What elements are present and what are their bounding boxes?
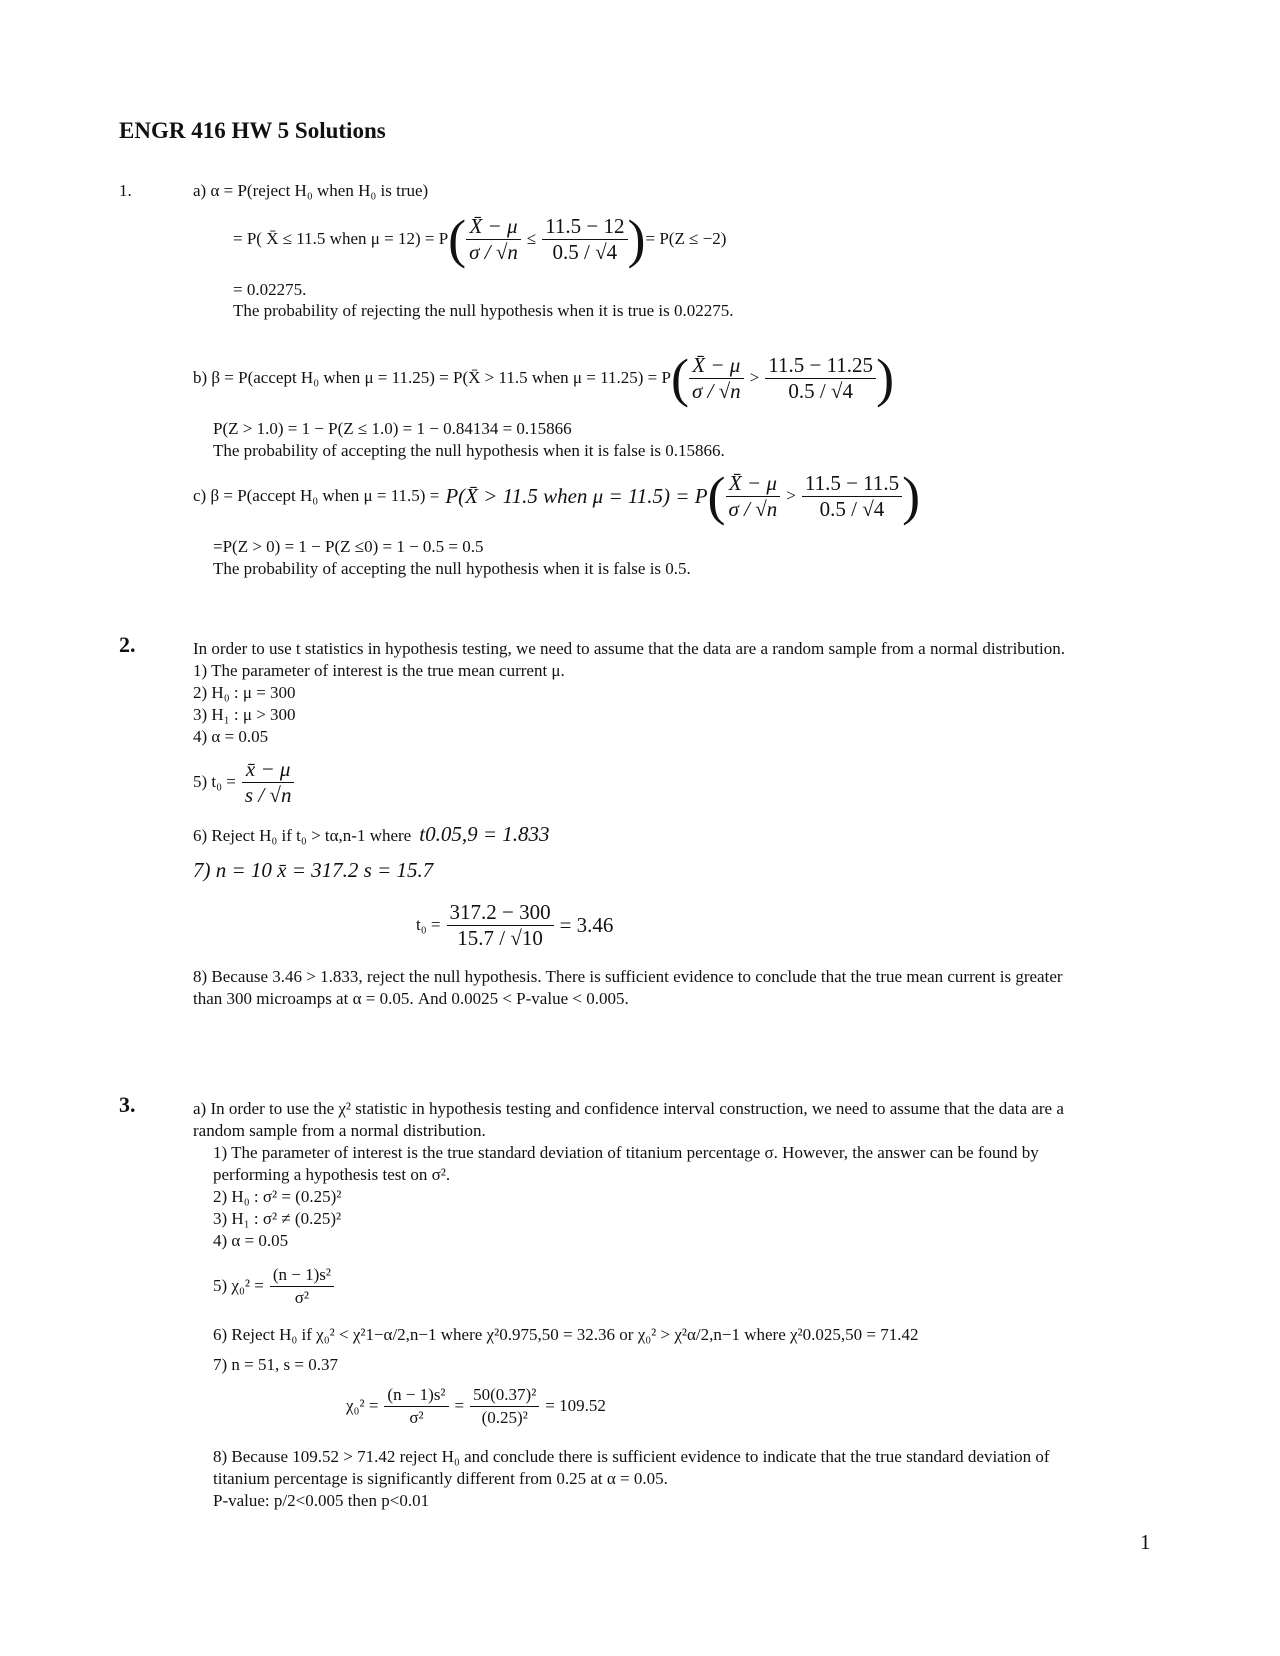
q1b-equation: [193, 344, 894, 412]
q1b-conclusion: The probability of accepting the null hypothesis when it is false is 0.15866.: [213, 441, 725, 460]
q1a-definition: a) α = P(reject H₀ when H₀ is true): [193, 181, 429, 200]
q3-calc-den1: σ²: [409, 1407, 424, 1427]
q1a-frac1-den: σ / √n: [469, 239, 518, 264]
q3-calc-frac1: [384, 1384, 448, 1428]
q1c-conclusion: The probability of accepting the null hypothesis when it is false is 0.5.: [213, 559, 691, 578]
q1a-left-paren: (: [448, 209, 467, 269]
q3-calc-result: = 109.52: [545, 1396, 606, 1416]
q2-step6: [193, 822, 550, 847]
q1b-frac2-num: 11.5 − 11.25: [765, 353, 876, 379]
q2-step4: 4) α = 0.05: [193, 727, 269, 746]
q1c-frac1: [726, 471, 781, 522]
q3-step1-line2: performing a hypothesis test on σ².: [213, 1165, 451, 1184]
q2-test-statistic: [416, 890, 613, 960]
q1-number: 1.: [119, 181, 132, 200]
q1b-frac1: [689, 353, 744, 404]
q3-step8-line2: titanium percentage is significantly different from 0.25 at α = 0.05.: [213, 1469, 668, 1488]
q2-t0-result: = 3.46: [559, 912, 614, 937]
q3-step5: [213, 1258, 334, 1314]
q1b-left-paren: (: [670, 348, 689, 408]
q1b-right-paren: ): [876, 348, 895, 408]
q2-intro: In order to use t statistics in hypothesis testing, we need to assume that the data are a random sample from a normal distribution.: [193, 639, 1065, 658]
page-number: 1: [1140, 1530, 1151, 1554]
q1a-frac2: [542, 214, 627, 265]
q1c-right-paren: ): [902, 466, 921, 526]
q2-step6-critical: t0.05,9 = 1.833: [419, 822, 550, 846]
q3-step4: 4) α = 0.05: [213, 1231, 289, 1250]
q1a-frac2-num: 11.5 − 12: [542, 214, 627, 240]
q1a-frac1-num: X̄ − μ: [466, 214, 521, 240]
q2-t0-num: 317.2 − 300: [447, 900, 554, 926]
q3-step5-label: 5) χ₀² =: [213, 1276, 264, 1296]
q3-calc-eq: =: [454, 1396, 465, 1416]
q3-calc-frac2: [470, 1384, 539, 1428]
q2-step7: 7) n = 10 x̄ = 317.2 s = 15.7: [193, 858, 434, 882]
q1a-eq-right: = P(Z ≤ −2): [645, 229, 727, 249]
q1c-calc: =P(Z > 0) = 1 − P(Z ≤0) = 1 − 0.5 = 0.5: [213, 537, 484, 556]
q2-step2: 2) H₀ : μ = 300: [193, 683, 296, 702]
q3-calc-label: χ₀² =: [346, 1396, 379, 1416]
q3-calc-num1: (n − 1)s²: [384, 1384, 448, 1406]
q3-step1-line1: 1) The parameter of interest is the true standard deviation of titanium percentage σ. However, the answer can be found by: [213, 1143, 1039, 1162]
q3-step6: 6) Reject H₀ if χ₀² < χ²1−α/2,n−1 where χ²0.975,50 = 32.36 or χ₀² > χ²α/2,n−1 where χ²0.025,50 = 71.42: [213, 1325, 919, 1344]
q1a-frac2-den: 0.5 / √4: [552, 239, 618, 264]
q2-t0-den: 15.7 / √10: [457, 925, 543, 950]
q1c-eq-mid: P(X̄ > 11.5 when μ = 11.5) = P: [445, 483, 708, 508]
q3-calc-den2: (0.25)²: [481, 1407, 528, 1427]
q2-step3: 3) H₁ : μ > 300: [193, 705, 296, 724]
q1b-frac2: [765, 353, 876, 404]
q1a-equation: [233, 205, 726, 273]
q1c-frac2-num: 11.5 − 11.5: [802, 471, 902, 497]
q1c-frac2-den: 0.5 / √4: [819, 496, 885, 521]
q1a-conclusion: The probability of rejecting the null hypothesis when it is true is 0.02275.: [233, 301, 734, 320]
q1c-frac1-den: σ / √n: [728, 496, 778, 521]
q3-intro-line1: a) In order to use the χ² statistic in hypothesis testing and confidence interval construction, we need to assume that the data are a: [193, 1099, 1064, 1118]
q2-step5-frac: [242, 757, 295, 808]
q2-step5-label: 5) t₀ =: [193, 772, 236, 792]
q2-step5-num: x̄ − μ: [242, 757, 295, 783]
q3-step5-frac: [270, 1264, 334, 1308]
q3-pvalue: P-value: p/2<0.005 then p<0.01: [213, 1491, 430, 1510]
q3-step2: 2) H₀ : σ² = (0.25)²: [213, 1187, 342, 1206]
q1a-eq-left: = P( X̄ ≤ 11.5 when μ = 12) = P: [233, 229, 449, 249]
q2-t0-frac: [447, 900, 554, 951]
q3-calc-num2: 50(0.37)²: [470, 1384, 539, 1406]
q1a-frac1: [466, 214, 521, 265]
q1c-eq-left: c) β = P(accept H₀ when μ = 11.5) =: [193, 486, 440, 506]
q3-step8-line1: 8) Because 109.52 > 71.42 reject H₀ and conclude there is sufficient evidence to indicate that the true standard deviation of: [213, 1447, 1050, 1466]
q1c-rel: >: [786, 486, 796, 506]
q3-step5-den: σ²: [294, 1287, 310, 1307]
q1b-frac1-den: σ / √n: [691, 378, 741, 403]
q1c-left-paren: (: [707, 466, 726, 526]
q1b-eq-left: b) β = P(accept H₀ when μ = 11.25) = P(X̄ > 11.5 when μ = 11.25) = P: [193, 368, 671, 388]
q3-step7: 7) n = 51, s = 0.37: [213, 1355, 338, 1374]
q2-step5-den: s / √n: [244, 782, 292, 807]
q2-number: 2.: [119, 632, 136, 657]
q3-number: 3.: [119, 1092, 136, 1117]
q1a-rel: ≤: [526, 229, 537, 249]
q1a-right-paren: ): [627, 209, 646, 269]
q1b-rel: >: [749, 368, 760, 388]
page-title: ENGR 416 HW 5 Solutions: [119, 118, 386, 143]
q1b-calc: P(Z > 1.0) = 1 − P(Z ≤ 1.0) = 1 − 0.84134 = 0.15866: [213, 419, 572, 438]
q2-step8-line1: 8) Because 3.46 > 1.833, reject the null hypothesis. There is sufficient evidence to conclude that the true mean current is greater: [193, 967, 1063, 986]
q3-step5-num: (n − 1)s²: [270, 1264, 334, 1286]
q2-step1: 1) The parameter of interest is the true mean current μ.: [193, 661, 565, 680]
q2-step5: [193, 750, 294, 814]
q2-step8-line2: than 300 microamps at α = 0.05. And 0.0025 < P-value < 0.005.: [193, 989, 629, 1008]
q1b-frac1-num: X̄ − μ: [689, 353, 744, 379]
q2-step6-text: 6) Reject H₀ if t₀ > tα,n-1 where: [193, 826, 412, 845]
q3-step3: 3) H₁ : σ² ≠ (0.25)²: [213, 1209, 342, 1228]
q2-t0-label: t₀ =: [416, 915, 441, 935]
q3-chi-calc: [346, 1378, 606, 1434]
q1c-frac1-num: X̄ − μ: [726, 471, 781, 497]
q1c-equation: [193, 462, 920, 530]
q1a-result: = 0.02275.: [233, 280, 307, 299]
q1b-frac2-den: 0.5 / √4: [788, 378, 853, 403]
q1c-frac2: [802, 471, 902, 522]
q3-intro-line2: random sample from a normal distribution.: [193, 1121, 486, 1140]
